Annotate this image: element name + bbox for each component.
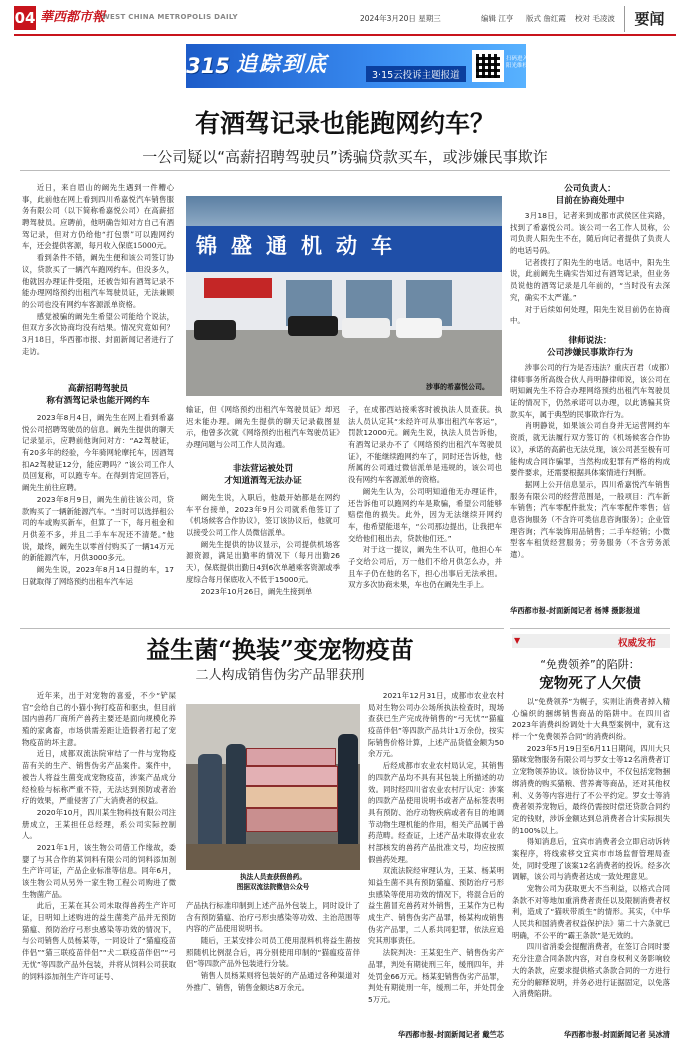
- story1-para: 输证，但《网络预约出租汽车驾驶员证》却迟迟未能办理。阚先生提供的聊天记录截图显示，他曾多次就《网络预约出租汽车驾驶员证》办理问题与公司工作人员沟通。: [186, 405, 340, 450]
- story1-col4-body: [510, 362, 670, 602]
- story3-label: 权威发布: [618, 638, 657, 649]
- story1-subhead-2: 非法营运被处罚 才知道酒驾无法办证: [224, 464, 302, 486]
- photo-red-banner: [204, 278, 272, 298]
- story1-intro-para: 看到条件不错，阚先生便和该公司签订协议，贷款买了一辆汽车跑网约车。但没多久，他就因办理证件受阻，还被告知有酒驾记录不能办理网络预约出租汽车驾驶员证，无法兼顾的公司也没有网约车客源派单资格。: [22, 253, 174, 309]
- story2-subheadline: 二人构成销售伪劣产品罪获刑: [195, 668, 365, 683]
- story2-para: 2020年10月，四川某生物科技有限公司注册成立，王某担任总经理，系公司实际控制人。: [22, 807, 176, 841]
- story1-subhead-4: 律师说法： 公司涉嫌民事欺诈行为: [547, 336, 633, 358]
- banner-title: 追踪到底: [236, 52, 328, 76]
- page-number: 04: [14, 6, 36, 30]
- proofreader-credit: 校对 毛凌波: [575, 14, 615, 23]
- photo-box-stack: [242, 766, 338, 786]
- qr-caption: 扫码进入 阳光维权: [506, 56, 529, 70]
- story1-para: 记者拨打了阳先生的电话。电话中，阳先生说，此前阚先生确实告知过有酒驾记录，但业务员说他的酒驾记录是几年前的，“当时没有去深究，确实不太严谨。”: [510, 257, 670, 302]
- story2-photo: [186, 704, 360, 870]
- story1-bottom-rule: [20, 628, 504, 629]
- editor-credit: 编辑 江亨: [481, 14, 514, 23]
- paper-english-name: WEST CHINA METROPOLIS DAILY: [102, 13, 238, 21]
- story3-para: 四川省消委会提醒消费者，在签订合同时要充分注意合同条款内容，对自身权利义务影响较大的条款，应要求提供格式条款合同的一方进行充分的解释说明，并务必进行证据固定，以免落入消费陷阱。: [512, 942, 670, 999]
- story1-para: 3月18日，记者来到成都市武侯区住宾路，找到了希嘉悦公司。该公司一名工作人员称，公司负责人阳先生不在，随后向记者提供了负责人的电话号码。: [510, 211, 670, 256]
- story1-intro-para: 近日，来自眉山的阚先生遇到一件糟心事，此前他在网上看到四川希嘉悦汽车销售服务有限公司（以下简称希嘉悦公司）在高薪招聘驾驶员。应聘前，他明确告知对方自己有酒驾记录，但对方仍给他“打包票”可以跑网约车，还会提供客源，每月收入保底15000元。: [22, 183, 174, 251]
- designer-credit: 版式 詹红霞: [526, 14, 566, 23]
- story3-top-rule: [510, 628, 670, 629]
- qr-code-pattern: [476, 54, 500, 78]
- photo-car: [342, 318, 390, 338]
- story3-body: [512, 696, 670, 1026]
- story1-intro: [22, 182, 174, 380]
- story3-para: 以“免费领养”为幌子，实则让消费者掉入精心编织的捆绑销售商品的陷阱中。在四川省2023年消费纠纷调处十大典型案例中，就有这样一个“免费领养合同”的消费纠纷。: [512, 697, 670, 742]
- triangle-icon: ▼: [514, 636, 521, 645]
- issue-date: 2024年3月20日 星期三: [360, 14, 441, 23]
- story2-headline: 益生菌“换装”变宠物疫苗: [146, 635, 414, 664]
- banner-315-logo: 315: [186, 54, 230, 78]
- story1-para: 阚先生说，入职后，他最开始都是在网约车平台接单，2023年9月公司就系他签订了《机场候客合作协议》，签订该协议后，他就可以接受公司工作人员微信派单。: [186, 493, 340, 538]
- story3-headline-2: 宠物死了人欠债: [539, 675, 641, 692]
- story1-subhead-3: 公司负责人： 目前在协商处理中: [555, 184, 625, 206]
- story1-para: 阚先生认为，公司明知道他无办理证件，还告诉他可以跑网约车是欺骗，希望公司能够赔偿他的损失。此外，因为无法继续开网约车，他希望能退车，“公司那边提出，让我把车交给他们租出去，贷款他们还。”: [348, 486, 502, 543]
- story2-photo-caption: 执法人员查获假兽药。 图据双流法院微信公众号: [236, 873, 310, 891]
- story1-para: 阚先生说，2023年8月14日提的车，17日就取得了网络预约出租车汽车运: [22, 564, 174, 586]
- story2-para: 2021年1月，该生物公司借工作缘故，委婴了与其合作的某饲料有限公司的饲料添加剂生产许可证，产品企业标准等信息。同年6月，该生物公司从另外一家生物工程公司购进了微生物菌产品。: [22, 842, 176, 899]
- story1-para: 子，在成都西站接乘客时被执法人员查获。执法人员认定其“未经许可从事出租汽车客运”，罚款12000元。阚先生说，执法人员告诉他，有酒驾记录办不了《网络预约出租汽车驾驶员证》，不能继续跑网约车了，同时还告诉他，他所属的公司通过微信派单是违规的，该公司也没有网约车客源派单的资格。: [348, 405, 502, 485]
- section-title: 要闻: [624, 6, 674, 32]
- story2-para: 2021年12月31日，成都市农业农村局对生物公司办公场所执法检查时，现场查获已生产完成待销售的“弓无忧”“猫瘟疫苗伴侣”等四款产品共计1万余份，按实际销售价格计算，上述产品货值金额为50余万元。: [368, 691, 504, 759]
- story1-photo: [186, 196, 502, 396]
- story1-para: 对于这一提议，阚先生不认可，他担心车子交给公司后，万一他们不给月供怎么办，并且车子仍在他的名下，担心出事后无法承担。双方多次协商未果，车也仍在阚先生手上。: [348, 545, 502, 590]
- story3-credit: 华西都市报-封面新闻记者 吴冰清: [563, 1030, 670, 1039]
- story1-col4-top: [510, 210, 670, 330]
- story2-para: 此后，王某在其公司未取得兽药生产许可证，日明知上述购进的益生菌类产品并无预防猫瘟、预防治疗弓形虫感染等功效的情况下，与公司销售人员杨某等，一同设计了“猫瘟疫苗伴侣”“猫三联疫苗伴侣”“犬二联疫苗伴侣”“弓无忧”等四款产品外包装，并将从饲料公司获取的饲料添加剂生产许可证号、: [22, 901, 176, 981]
- photo-car: [288, 316, 338, 336]
- story2-para: 产品执行标准印制到上述产品外包装上，同时设计了含有预防猫瘟、治疗弓形虫感染等功效、主治范围等内容的产品使用说明书。: [186, 901, 360, 934]
- story1-credit: 华西都市报-封面新闻记者 杨博 摄影报道: [510, 606, 641, 615]
- story1-headline: 有酒驾记录也能跑网约车？: [194, 109, 495, 138]
- story1-para: 2023年10月26日，阚先生接到单: [200, 586, 313, 596]
- story1-col2-top: [186, 404, 340, 460]
- story2-col1: [22, 690, 176, 1038]
- photo-box-stack: [246, 748, 336, 766]
- story1-para: 2023年8月9日，阚先生前往该公司，贷款购买了一辆新能源汽车。“当时可以选择租公司的车或购买新车，但算了一下，每月租金和月供差不多，并且二手车车况还不清楚。”他说，最终，阚先生以零首付购买了一辆14万元的新能源汽车，月供3000多元。: [22, 494, 174, 563]
- story2-para: 法院判决：王某犯生产、销售伪劣产品罪，判处有期徒刑三年，缓刑四年，并处罚金66万元。杨某犯销售伪劣产品罪，判处有期徒刑一年，缓刑二年，并处罚金5万元。: [368, 948, 504, 1004]
- story1-para: 2023年8月4日，阚先生在网上看到希嘉悦公司招聘驾驶员的信息。阚先生提供的聊天记录显示，应聘前他询问对方：“A2驾驶证，有20多年的经验，今年骑网轮摩托车，因酒驾扣A2驾驶证12分，能应聘吗？”该公司工作人员回复称，可以跑专车。在得到肯定回答后，阚先生前往应聘。: [22, 413, 174, 493]
- story2-col3: [368, 690, 504, 1028]
- photo-box-stack: [244, 786, 338, 808]
- photo-officer: [198, 754, 222, 848]
- story2-para: 随后，王某安排公司员工使用混料机将益生菌按照随机比例混合后，再分别使用印制的“猫瘟疫苗伴侣”等四款产品外包装进行分装。: [186, 936, 360, 969]
- masthead: [0, 0, 690, 40]
- paper-logo: 華西都市報: [40, 10, 106, 25]
- photo-floor: [186, 844, 360, 870]
- photo-car: [194, 320, 236, 340]
- banner-subtitle: 3·15云投诉主题报道: [366, 66, 466, 82]
- masthead-rule: [14, 34, 676, 36]
- story3-para: 宠物公司为获取更大不当利益，以格式合同条款不对等地加重消费者责任以及限制消费者权利，造成了“猫吠带质生”的情形。其实，《中华人民共和国消费者权益保护法》第二十六条就已明确，不公平的“霸王条款”是无效的。: [512, 884, 670, 940]
- story2-col2: [186, 900, 360, 1038]
- photo-officer: [338, 734, 358, 844]
- story1-para: 据网上公开信息显示，四川希嘉悦汽车销售服务有限公司的经营范围是，一般项目：汽车新车销售；汽车零配件批发；汽车零配件零售；信息咨询服务（不含许可类信息咨询服务）；企业管理咨询；汽车装饰用品销售；二手车经销；小微型客车租赁经营服务；劳务服务（不含劳务派遣）。: [510, 479, 670, 559]
- photo-car: [396, 318, 442, 338]
- story2-para: 近日，成都双流法院审结了一件与宠物疫苗有关的生产、销售伪劣产品案件。案件中，被告人将益生菌变成宠物疫苗，涉案产品成分经检验与标称严重不符，无法达到预防或者治疗的效果，严重侵害了广大消费者的权益。: [22, 749, 176, 806]
- story1-top-rule: [20, 170, 670, 171]
- story1-subhead-1: 高薪招聘驾驶员 称有酒驾记录也能开网约车: [46, 384, 150, 406]
- photo-box-stack: [246, 808, 338, 832]
- story1-para: 肖明静说，如果该公司自身并无运营网约车资质，就无法履行双方签订的《机场候客合作协议》，承诺的高薪也无法兑现，该公司甚至极有可能构成合同诈骗罪，当然构成犯罪有严格的构成要件要求，还需要根据具体案情进行判断。: [510, 421, 670, 478]
- story1-subheadline: 一公司疑以“高薪招聘驾驶员”诱骗贷款买车，或涉嫌民事欺诈: [142, 148, 548, 166]
- story2-para: 近年来，出于对宠物的喜爱，不少“铲屎官”会给自己的小猫小狗打疫苗和驱虫，但目前国内兽药厂商所产兽药主要还是面向规模化养殖的家禽畜，市场供需差距让造假者打起了宠物疫苗的坏主意。: [22, 691, 176, 747]
- story2-credit: 华西都市报-封面新闻记者 戴竺芯: [397, 1030, 504, 1039]
- story1-para: 涉事公司的行为是否违法？重庆百君（成都）律师事务所高级合伙人肖明静律师说，该公司在明知阚先生不符合办理网络预约出租汽车驾驶员证的情况下，仍然承诺可以办理，以此诱骗其贷款买车，属于典型的民事欺诈行为。: [510, 363, 670, 419]
- story1-para: 对于后续如何处理，阳先生说目前仍在协商中。: [510, 304, 670, 326]
- story1-photo-caption: 涉事的希嘉悦公司。: [426, 383, 489, 391]
- story1-para: 阚先生提供的协议显示，公司提供机场客源资源，满足出勤率的情况下（每月出勤26天），保底提供出勤日4到6次单趟乘客资源或季度综合每月保底收入不低于15000元。: [186, 539, 340, 584]
- story3-para: 得知消息后，宜宾市消费者会立即启动诉转案程序，将线索移交宜宾市市场监督管理局查处，同时受理了该案12名消费者的投诉。经多次调解，该公司与消费者达成一致处理意见。: [512, 837, 670, 882]
- story1-intro-para: 感觉被骗的阚先生希望公司能给个说法，但双方多次协商均没有结果。情况究竟如何？3月18日，华西都市报、封面新闻记者进行了走访。: [22, 311, 174, 356]
- photo-sign-text: 锦盛通机动车: [196, 233, 406, 258]
- story2-para: 后经成都市农业农村局认定，其销售的四款产品均不具有其包装上所描述的功效。同时经四川省农业农村厅认定：涉案的四款产品使用说明书或者产品标签表明具有预防、治疗动物疾病或者有目的地调节动物生理机能的作用，相关产品属于兽药范畴。经查证，上述产品未取得农业农村部核发的兽药产品批准文号，均应按照假兽药处理。: [368, 761, 504, 864]
- story3-para: 2023年5月19日至6月11日期间，四川大只猫咪宠物服务有限公司与罗女士等12名消费者订立宠物领养协议。该份协议中，不仅包括宠物捆绑消费的购买猫粮、营养膏等商品，还对其他权利、义务等内容进行了不公平约定。罗女士等消费者领养宠物后，最终仍需按时偿还贷款合同约定的钱财，涉诉金额达到总消费者合计实际损失的100%以上。: [512, 743, 670, 835]
- story3-headline-1: “免费领养”的陷阱：: [540, 658, 640, 671]
- story2-para: 双流法院经审理认为，王某、杨某明知益生菌不具有预防猫瘟、预防治疗弓形虫感染等使用功效的情况下，将混合后的益生菌冒充兽药对外销售，王某作为已构成生产、销售伪劣产品罪，杨某构成销售伪劣产品罪，二人系共同犯罪，依法应追究其刑事责任。: [368, 866, 504, 946]
- photo-officer: [226, 744, 246, 844]
- story2-para: 销售人员杨某则将包装好的产品通过各种渠道对外推广、销售，销售金额达8万余元。: [186, 971, 360, 992]
